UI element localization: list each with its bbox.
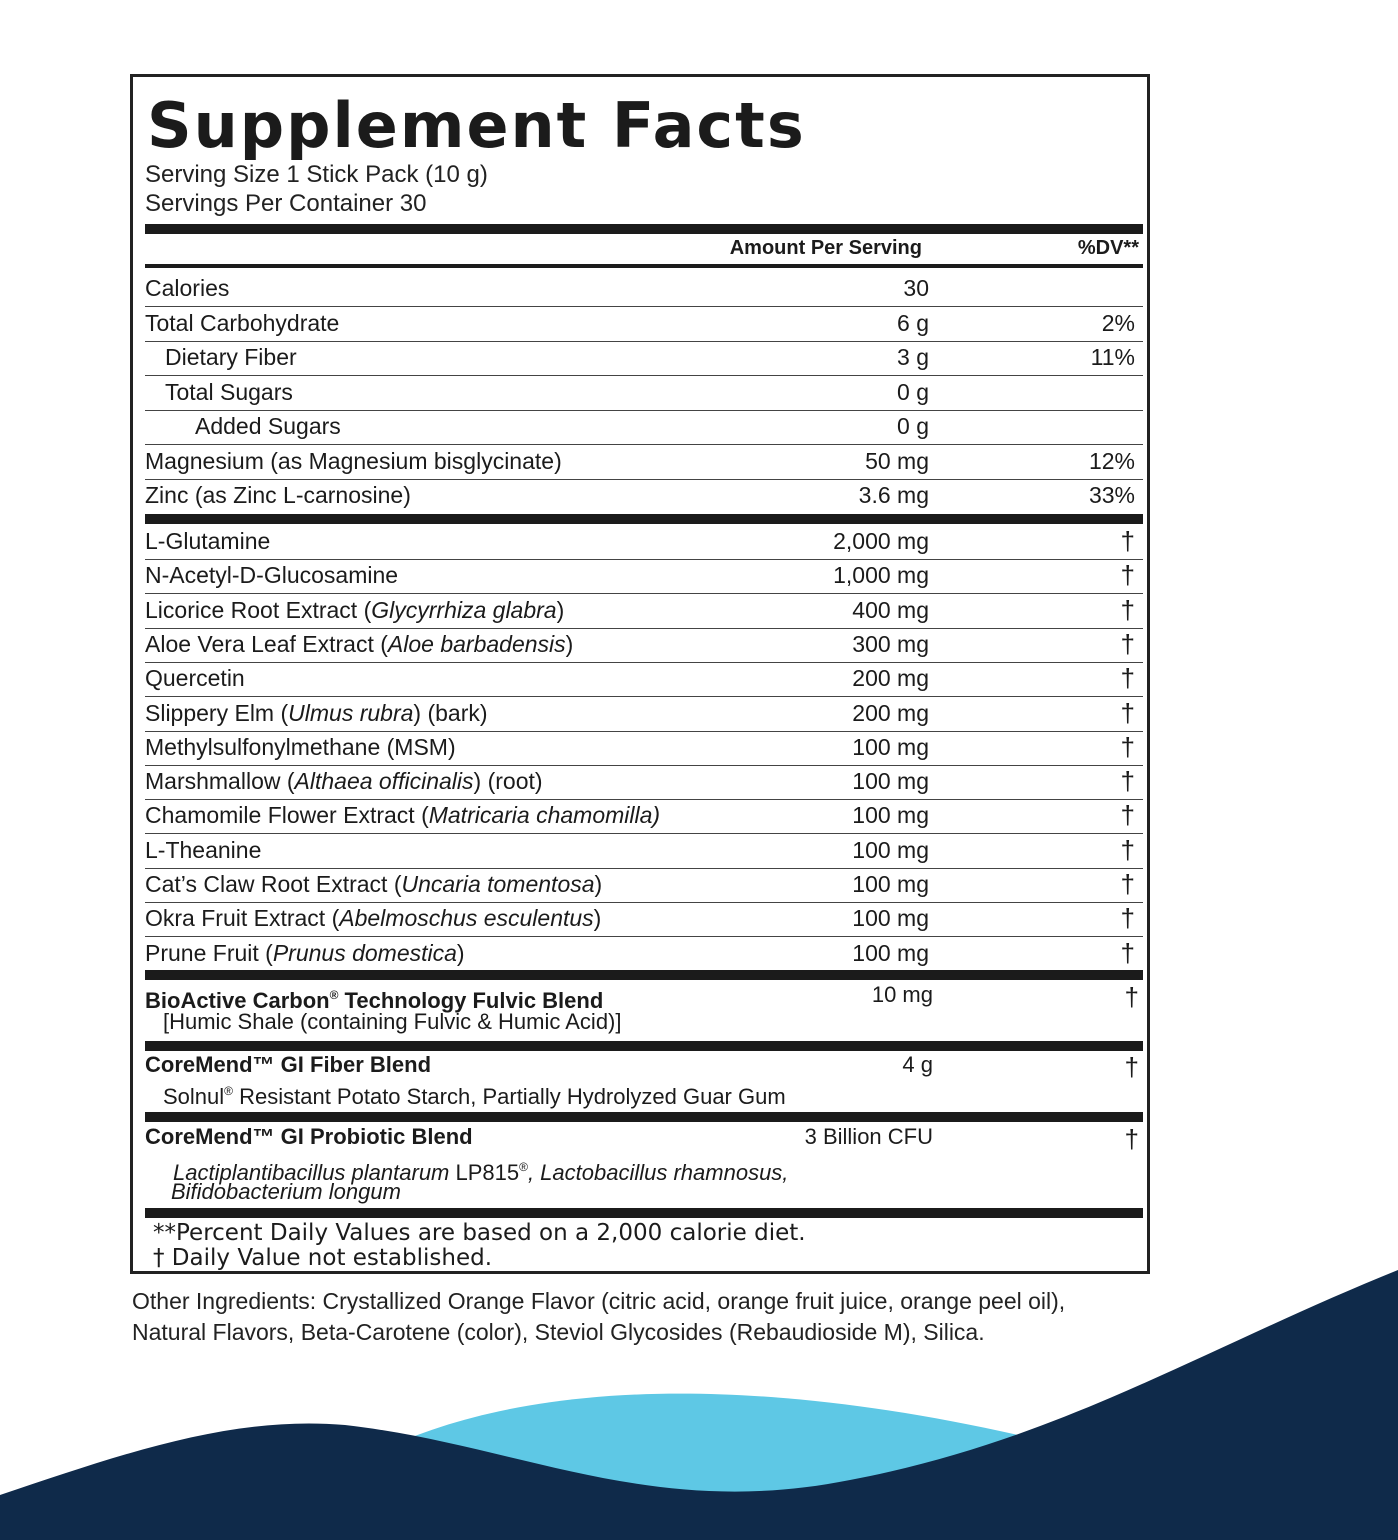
ingredient-common-name: L-Glutamine [145, 528, 271, 554]
ingredient-name [145, 801, 660, 829]
ingredient-name-suffix: ) [594, 871, 603, 897]
fiber-blend-amount: 4 g [902, 1052, 933, 1077]
ingredient-row [145, 594, 1143, 629]
ingredient-amount: 100 mg [852, 871, 929, 897]
ingredient-row [145, 937, 1143, 972]
ingredient-latin-name: Prunus domestica [272, 939, 457, 966]
supplement-facts-panel [130, 74, 1150, 1274]
ingredient-row [145, 765, 1143, 800]
nutrient-row [145, 479, 1143, 514]
nutrient-name: Zinc (as Zinc L-carnosine) [145, 482, 411, 508]
nutrient-amount: 30 [903, 275, 929, 301]
ingredient-latin-name: Althaea officinalis [294, 768, 474, 795]
ingredient-name-suffix: ) (bark) [413, 699, 488, 726]
ingredient-dv: † [1120, 697, 1135, 728]
nutrient-amount: 3 g [897, 344, 929, 370]
ingredient-row [145, 902, 1143, 937]
thick-divider [145, 1112, 1143, 1122]
ingredient-common-name: Slippery Elm ( [145, 699, 289, 726]
ingredient-name [145, 733, 456, 761]
nutrient-amount: 3.6 mg [858, 482, 929, 508]
ingredient-amount: 100 mg [852, 768, 929, 795]
ingredient-dv: † [1120, 663, 1135, 694]
ingredient-dv: † [1120, 937, 1135, 968]
ingredient-name [145, 870, 602, 898]
ingredient-amount: 100 mg [852, 939, 929, 966]
ingredient-dv: † [1120, 766, 1135, 797]
ingredient-dv: † [1120, 834, 1135, 865]
ingredient-common-name: Methylsulfonylmethane (MSM) [145, 733, 456, 760]
probiotic-strain-1-id: LP815 [449, 1160, 520, 1185]
ingredient-common-name: Quercetin [145, 665, 245, 692]
footnote-dv-basis: **Percent Daily Values are based on a 2,000 calorie diet. [153, 1220, 806, 1246]
registered-mark: ® [519, 1160, 528, 1174]
header-divider [145, 264, 1143, 268]
ingredient-common-name: Aloe Vera Leaf Extract ( [145, 630, 388, 657]
nutrient-row [145, 307, 1143, 342]
ingredient-common-name: Marshmallow ( [145, 768, 295, 795]
ingredient-row [145, 525, 1143, 560]
ingredient-name [145, 939, 465, 967]
nutrient-amount: 0 g [897, 413, 929, 439]
ingredient-latin-name: Glycyrrhiza glabra [371, 596, 557, 623]
ingredient-name-suffix: ) (root) [473, 768, 543, 795]
thick-divider [145, 514, 1143, 524]
ingredient-name [145, 699, 488, 727]
ingredient-amount: 200 mg [852, 699, 929, 726]
nutrient-name: Added Sugars [195, 413, 341, 439]
probiotic-blend-name: CoreMend™ GI Probiotic Blend [145, 1124, 473, 1149]
ingredient-name [145, 904, 601, 932]
nutrient-row [145, 341, 1143, 376]
ingredient-amount: 100 mg [852, 905, 929, 932]
ingredient-amount: 1,000 mg [833, 562, 929, 589]
ingredient-dv: † [1120, 869, 1135, 899]
nutrient-name: Magnesium (as Magnesium bisglycinate) [145, 447, 562, 474]
probiotic-blend-amount: 3 Billion CFU [804, 1124, 933, 1149]
nutrient-row [145, 376, 1143, 411]
ingredient-common-name: L-Theanine [145, 836, 262, 863]
ingredient-row [145, 628, 1143, 663]
ingredient-common-name: Chamomile Flower Extract ( [145, 802, 429, 829]
ingredient-amount: 100 mg [852, 836, 929, 863]
ingredient-name [145, 561, 398, 589]
probiotic-strain-1: Lactiplantibacillus plantarum [173, 1160, 450, 1185]
ingredient-common-name: Prune Fruit ( [145, 939, 273, 966]
fulvic-blend-name: BioActive Carbon [145, 988, 330, 1013]
ingredient-name [145, 664, 245, 692]
nutrient-amount: 6 g [897, 309, 929, 336]
nutrient-row [145, 445, 1143, 480]
other-ingredients-line-2: Natural Flavors, Beta-Carotene (color), Steviol Glycosides (Rebaudioside M), Silica. [132, 1319, 985, 1345]
ingredient-common-name: Okra Fruit Extract ( [145, 905, 340, 932]
ingredient-amount: 100 mg [852, 802, 929, 829]
nutrient-name: Total Carbohydrate [145, 309, 340, 336]
panel-title: Supplement Facts [147, 89, 806, 162]
fiber-blend-name: CoreMend™ GI Fiber Blend [145, 1052, 432, 1077]
footnote-dagger: † Daily Value not established. [153, 1245, 493, 1271]
fiber-blend-dv: † [1124, 1052, 1139, 1082]
ingredient-dv: † [1120, 526, 1135, 556]
ingredient-amount: 2,000 mg [833, 528, 929, 554]
ingredient-name [145, 836, 261, 864]
servings-per-container: Servings Per Container 30 [145, 190, 427, 217]
ingredient-amount: 200 mg [852, 665, 929, 692]
ingredient-name [145, 630, 573, 658]
thick-divider [145, 1208, 1143, 1218]
ingredient-common-name: N-Acetyl-D-Glucosamine [145, 562, 399, 589]
ingredient-row [145, 799, 1143, 834]
fiber-blend-sub-1: Solnul [163, 1084, 225, 1109]
fulvic-blend-ingredients: [Humic Shale (containing Fulvic & Humic Acid)] [163, 1009, 622, 1034]
ingredient-dv: † [1120, 903, 1135, 934]
ingredient-common-name: Licorice Root Extract ( [145, 596, 372, 623]
nutrient-row [145, 272, 1143, 307]
ingredient-amount: 100 mg [852, 733, 929, 760]
ingredient-amount: 400 mg [852, 596, 929, 623]
ingredient-name-suffix: ) [456, 939, 465, 966]
other-ingredients-line-1: Other Ingredients: Crystallized Orange Flavor (citric acid, orange fruit juice, orange peel oil), [132, 1288, 1066, 1314]
ingredient-latin-name: Aloe barbadensis [387, 630, 566, 657]
thick-divider [145, 1041, 1143, 1051]
ingredient-dv: † [1120, 560, 1135, 591]
nutrient-dv: 11% [1090, 344, 1135, 370]
ingredient-row [145, 559, 1143, 594]
serving-size: Serving Size 1 Stick Pack (10 g) [145, 161, 488, 188]
ingredient-dv: † [1120, 628, 1135, 659]
other-ingredients [132, 1286, 1192, 1348]
ingredient-dv: † [1120, 800, 1135, 831]
nutrient-dv: 33% [1088, 482, 1135, 508]
nutrient-dv: 2% [1101, 309, 1135, 336]
ingredient-name-suffix: ) [556, 596, 565, 623]
nutrient-dv: 12% [1088, 447, 1135, 474]
nutrient-amount: 50 mg [865, 447, 929, 474]
registered-mark: ® [224, 1084, 233, 1098]
fiber-blend-sub-2: Resistant Potato Starch, Partially Hydrolyzed Guar Gum [233, 1084, 786, 1109]
ingredient-common-name: Cat’s Claw Root Extract ( [145, 871, 402, 897]
ingredient-latin-name: Abelmoschus esculentus [339, 905, 594, 932]
fulvic-blend-dv: † [1124, 982, 1139, 1012]
ingredient-name [145, 596, 564, 624]
ingredient-row [145, 868, 1143, 903]
ingredient-row [145, 731, 1143, 766]
ingredient-latin-name: Matricaria chamomilla) [428, 802, 661, 829]
fulvic-blend-amount: 10 mg [871, 982, 933, 1007]
probiotic-strain-3: Bifidobacterium longum [171, 1179, 401, 1204]
nutrient-amount: 0 g [897, 378, 929, 405]
ingredient-latin-name: Ulmus rubra [288, 699, 414, 726]
ingredient-name [145, 767, 543, 795]
ingredient-name-suffix: ) [593, 905, 602, 932]
nutrient-name: Calories [145, 275, 230, 301]
wave-decoration [0, 1240, 1398, 1540]
amount-per-serving-header: Amount Per Serving [729, 237, 922, 259]
ingredient-name [145, 527, 270, 555]
thick-divider [145, 970, 1143, 980]
fulvic-blend-name-2: Technology Fulvic Blend [338, 988, 604, 1013]
ingredient-row [145, 662, 1143, 697]
thick-divider [145, 224, 1143, 234]
probiotic-blend-dv: † [1124, 1124, 1139, 1154]
ingredient-dv: † [1120, 594, 1135, 625]
ingredient-row [145, 834, 1143, 869]
ingredient-latin-name: Uncaria tomentosa [401, 871, 595, 897]
dv-header: %DV** [1077, 237, 1139, 259]
ingredient-dv: † [1120, 731, 1135, 762]
nutrient-row [145, 410, 1143, 445]
registered-mark: ® [329, 988, 339, 1002]
nutrient-name: Dietary Fiber [165, 344, 297, 370]
probiotic-strain-2: , Lactobacillus rhamnosus, [527, 1160, 789, 1185]
ingredient-amount: 300 mg [852, 630, 929, 657]
ingredient-name-suffix: ) [565, 630, 574, 657]
nutrient-name: Total Sugars [165, 378, 293, 405]
ingredient-row [145, 697, 1143, 732]
